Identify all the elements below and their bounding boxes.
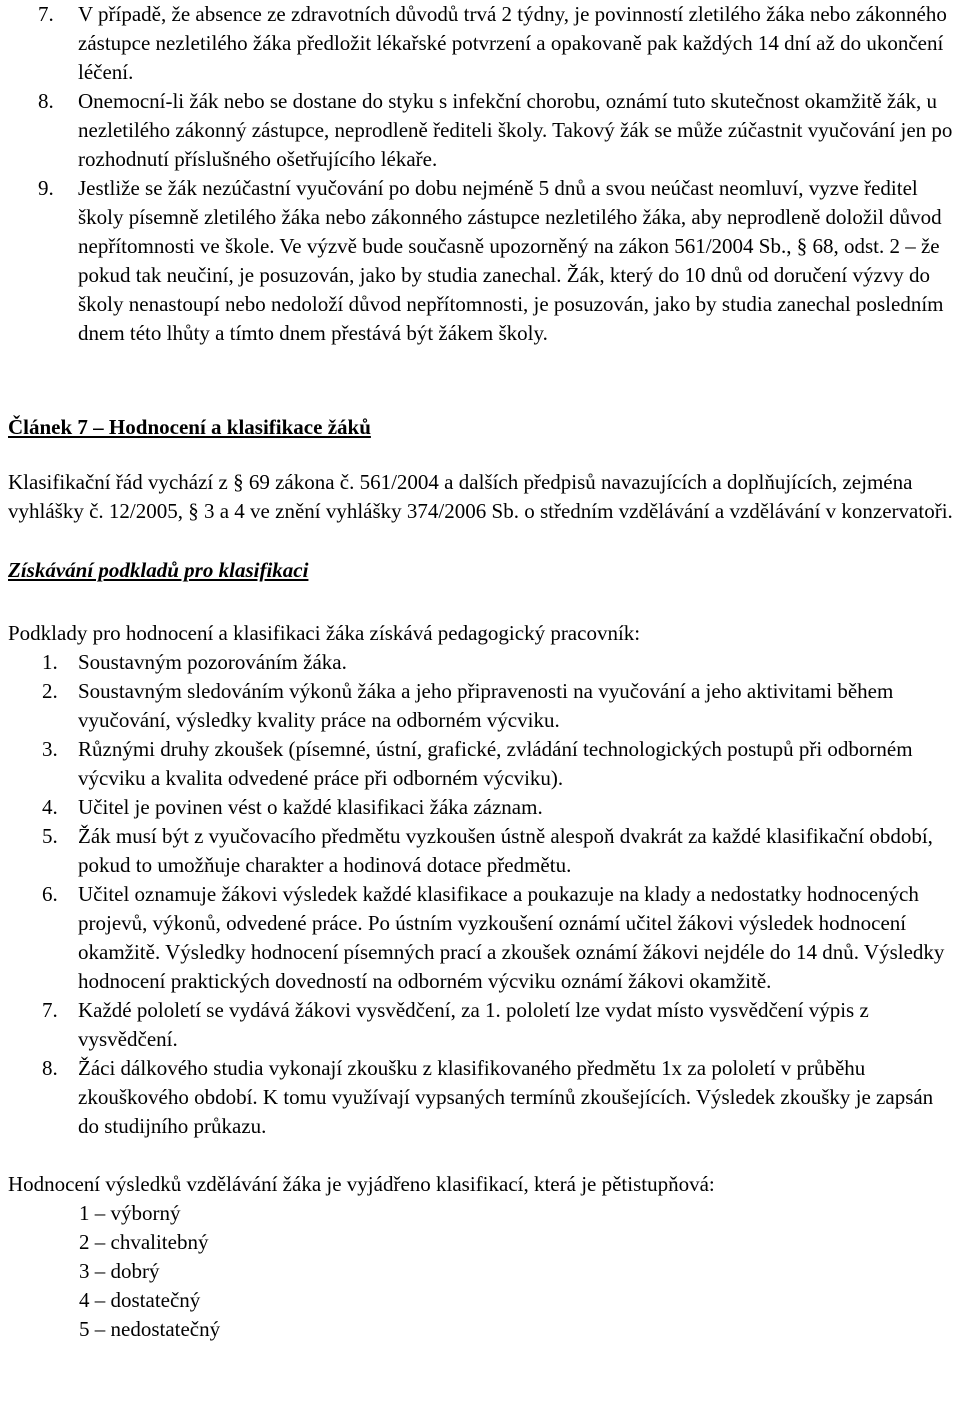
list-item-text: Různými druhy zkoušek (písemné, ústní, grafické, zvládání technologických postupů při odborném výcviku a kvalita odvedené práce při odborném výcviku). — [78, 737, 913, 790]
grade-item: 4 – dostatečný — [79, 1288, 201, 1312]
list-item-number: 7. — [42, 998, 58, 1022]
classification-basis-list — [8, 648, 958, 1141]
list-item — [8, 174, 958, 348]
list-item-number: 1. — [42, 650, 58, 674]
section-heading: Získávání podkladů pro klasifikaci — [8, 558, 309, 582]
grade-item: 2 – chvalitebný — [79, 1230, 209, 1254]
list-item-number: 5. — [42, 824, 58, 848]
list-item — [8, 880, 958, 996]
section-lead-text: Podklady pro hodnocení a klasifikaci žáka získává pedagogický pracovník: — [8, 621, 641, 645]
document-page — [8, 0, 958, 1344]
list-item-text: Jestliže se žák nezúčastní vyučování po dobu nejméně 5 dnů a svou neúčast neomluví, vyzve ředitel školy písemně zletilého žáka nebo zákonného zástupce nezletilého žáka, aby neprodleně doložil důvod nepřítomnosti ve škole. Ve výzvě bude současně upozorněný na zákon 561/2004 Sb., § 68, odst. 2 – že pokud tak neučiní, je posuzován, jako by studia zanechal. Žák, který do 10 dnů od doručení výzvy do školy nenastoupí nebo nedoloží důvod nepřítomnosti, je posuzován, jako by studia zanechal posledním dnem této lhůty a tímto dnem přestává být žákem školy. — [78, 176, 944, 345]
list-item-number: 9. — [38, 176, 54, 200]
list-item-number: 8. — [38, 89, 54, 113]
grade-scale-list — [8, 1199, 958, 1344]
article-heading: Článek 7 – Hodnocení a klasifikace žáků — [8, 415, 371, 439]
list-item — [8, 793, 958, 822]
list-item — [8, 822, 958, 880]
list-item-text: V případě, že absence ze zdravotních důvodů trvá 2 týdny, je povinností zletilého žáka nebo zákonného zástupce nezletilého žáka předložit lékařské potvrzení a opakovaně pak každých 14 dní až do ukončení léčení. — [78, 2, 947, 84]
list-item — [8, 0, 958, 87]
list-item-text: Soustavným pozorováním žáka. — [78, 650, 347, 674]
grade-item: 1 – výborný — [79, 1201, 181, 1225]
list-item-number: 2. — [42, 679, 58, 703]
list-item — [8, 677, 958, 735]
grade-item: 3 – dobrý — [79, 1259, 160, 1283]
list-item-number: 3. — [42, 737, 58, 761]
list-item-number: 8. — [42, 1056, 58, 1080]
list-item-text: Žáci dálkového studia vykonají zkoušku z klasifikovaného předmětu 1x za pololetí v průběhu zkouškového období. K tomu využívají vypsaných termínů zkoušejících. Výsledek zkoušky je zapsán do studijního průkazu. — [78, 1056, 934, 1138]
absence-rules-list — [8, 0, 958, 348]
list-item — [8, 996, 958, 1054]
list-item-number: 6. — [42, 882, 58, 906]
list-item — [8, 1054, 958, 1141]
grade-item: 5 – nedostatečný — [79, 1317, 221, 1341]
list-item-text: Soustavným sledováním výkonů žáka a jeho připravenosti na vyučování a jeho aktivitami během vyučování, výsledky kvality práce na odborném výcviku. — [78, 679, 894, 732]
list-item — [8, 648, 958, 677]
list-item-number: 7. — [38, 2, 54, 26]
list-item-text: Žák musí být z vyučovacího předmětu vyzkoušen ústně alespoň dvakrát za každé klasifikační období, pokud to umožňuje charakter a hodinová dotace předmětu. — [78, 824, 933, 877]
list-item-text: Každé pololetí se vydává žákovi vysvědčení, za 1. pololetí lze vydat místo vysvědčení výpis z vysvědčení. — [78, 998, 869, 1051]
article-paragraph: Klasifikační řád vychází z § 69 zákona č. 561/2004 a dalších předpisů navazujících a doplňujících, zejména vyhlášky č. 12/2005, § 3 a 4 ve znění vyhlášky 374/2006 Sb. o středním vzdělávání a vzdělávání v konzervatoři. — [8, 470, 953, 523]
list-item — [8, 87, 958, 174]
grading-lead-text: Hodnocení výsledků vzdělávání žáka je vyjádřeno klasifikací, která je pětistupňová: — [8, 1172, 715, 1196]
list-item — [8, 735, 958, 793]
list-item-text: Onemocní-li žák nebo se dostane do styku s infekční chorobu, oznámí tuto skutečnost okamžitě žák, u nezletilého zákonný zástupce, neprodleně řediteli školy. Takový žák se může zúčastnit vyučování jen po rozhodnutí příslušného ošetřujícího lékaře. — [78, 89, 953, 171]
list-item-text: Učitel je povinen vést o každé klasifikaci žáka záznam. — [78, 795, 543, 819]
list-item-text: Učitel oznamuje žákovi výsledek každé klasifikace a poukazuje na klady a nedostatky hodnocených projevů, výkonů, odvedené práce. Po ústním vyzkoušení oznámí učitel žákovi výsledek hodnocení okamžitě. Výsledky hodnocení písemných prací a zkoušek oznámí žákovi nejdéle do 14 dnů. Výsledky hodnocení praktických dovedností na odborném výcviku oznámí žákovi okamžitě. — [78, 882, 945, 993]
list-item-number: 4. — [42, 795, 58, 819]
